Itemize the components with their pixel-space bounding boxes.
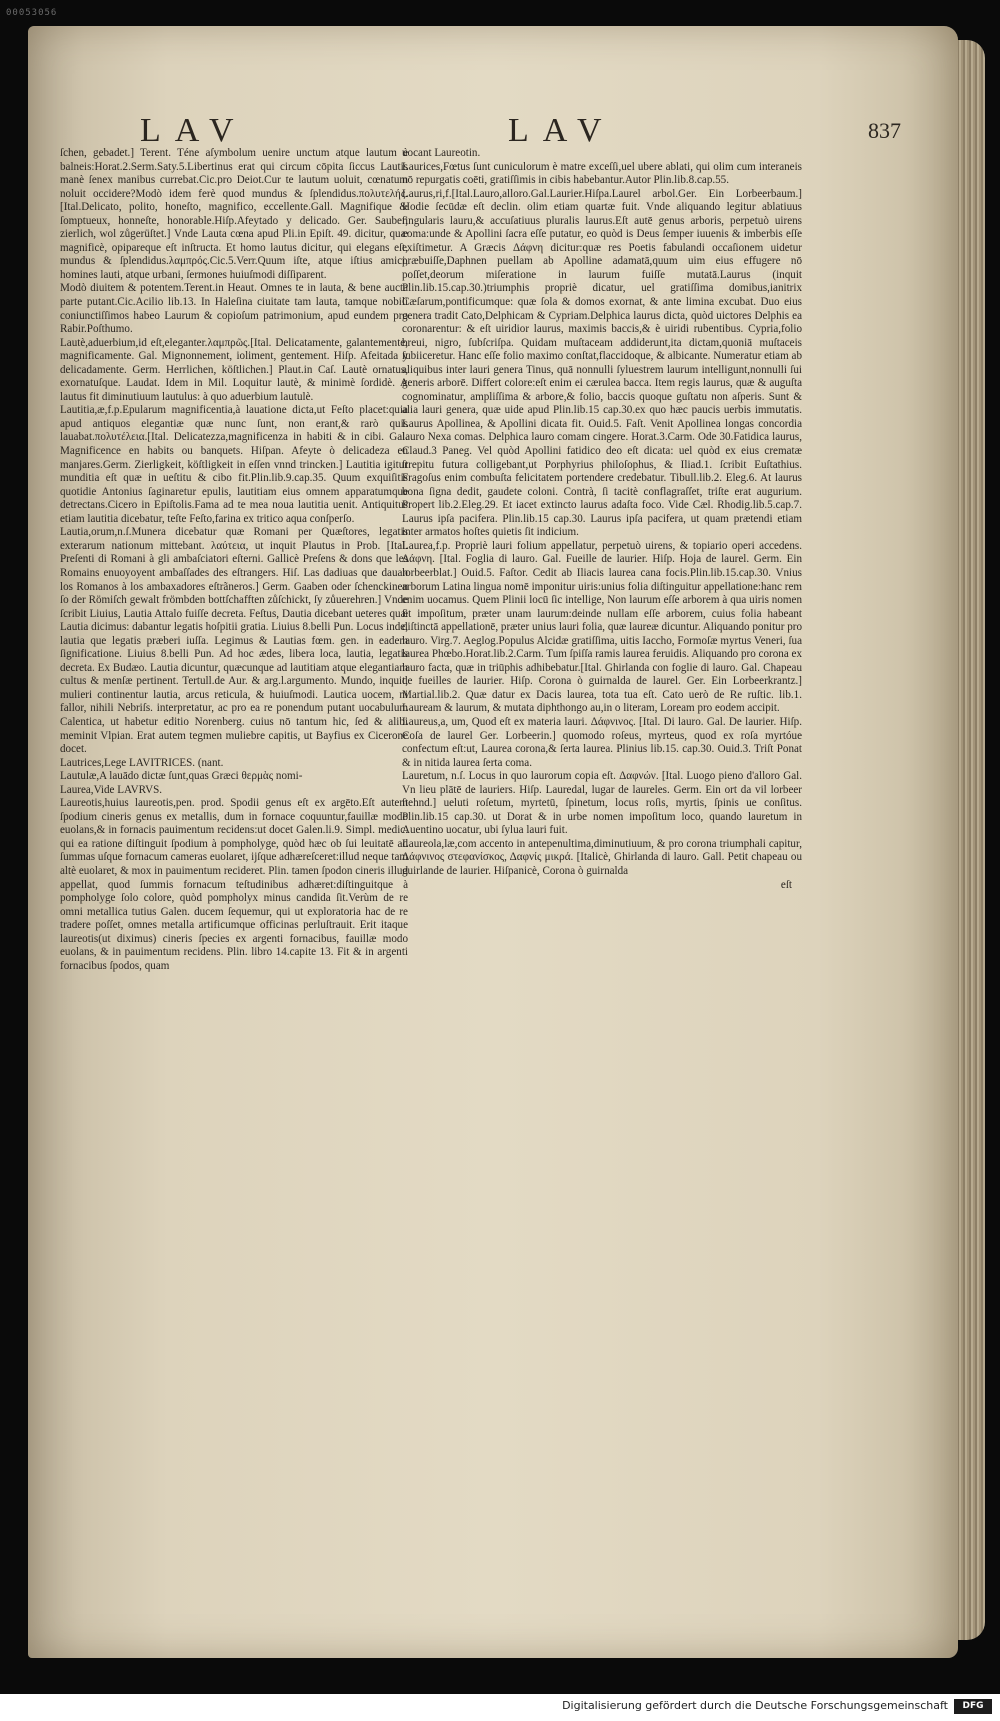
entry-paragraph: Laurea,Vide LAVRVS. — [60, 783, 163, 796]
entry-paragraph: ſchen, gebadet.] Terent. Téne aſymbolum uenire unctum atque lautum è balneis:Horat.2.Serm.Saty.5.Libertinus erat qui circum cōpita ſiccus Lautis manè ſenex manibus currebat.Cic.pro Deiot.Cur te lautum uoluit, cœnatum noluit occidere?Modò idem ferè quod mundus & ſplendidus.πολυτελής.[Ital.Delicato, polito, honeſto, magnifico, eccellente.Gall. Magnifique & ſomptueux, honneſte, honorable.Hiſp.Afeytado y delicado. Ger. Sauber, zierlich, wol zůgerüſtet.] Vnde Lauta cœna apud Pli.in Epiſt. 49. dicitur, quæ magnificè, opipareque eſt inſtructa. Et homo lautus dicitur, qui elegans eſt, mundus & ſplendidus.λαμπρός.Cic.5.Verr.Quum iſte, atque iſtius amici, homines lauti, atque urbani, ſermones huiuſmodi diſſiparent. — [60, 147, 408, 281]
scan-id-stamp: 00053056 — [6, 8, 58, 18]
digitization-footer — [0, 1694, 1000, 1721]
entry-paragraph: Lautrices,Lege LAVITRICES. (nant. — [60, 756, 224, 769]
entry-paragraph: Modò diuitem & potentem.Terent.in Heaut. Omnes te in lauta, & bene aucta parte putant.Cic.Acilio lib.13. In Haleſina ciuitate tam lauta, tamque nobili coniunctiſſimos habeo Laurum & copioſum patrimonium, apud eundem pro Rabir.Poſthumo. — [60, 282, 408, 336]
entry-paragraph: Laureotis,huius laureotis,pen. prod. Spodii genus eſt ex argēto.Eſt autem ſpodium cineris genus ex metallis, dum in fornace coquuntur,fauillæ modo euolans,& in fornacis pauimentum recidens:ut docet Galen.li.9. Simpl. medic. qui ea ratione diſtinguit ſpodium à pompholyge, quòd hæc ob ſui leuitatē ad ſummas uſque fornacum cameras euolaret, ijſque adhæreſceret:illud neque tam altè euolaret, & mox in pauimentum recideret. Plin. tamen ſpodon cineris illud appellat, quod ſummis fornacum teſtudinibus adhæret:diſtinguitque à pompholyge ſolo colore, quòd pompholyx minus candida ſit.Verùm de re omni metallica tutius Galen. ducem ſequemur, qui ut exploratoria hac de re tradere poſſet, omnes metalla artificumque officinas perluſtrauit. Erit itaque laureotis(ut diximus) cineris ſpecies ex argenti fornacibus, fauillæ modo euolans, & in pauimentum recidens. Plin. libro 14.capite 13. Fit & in argenti fornacibus ſpodos, quam — [60, 797, 408, 972]
left-column — [60, 147, 408, 973]
entry-paragraph: Lautè,aduerbium,id eſt,eleganter.λαμπρῶς.[Ital. Delicatamente, galantemente, magnificamente. Gal. Mignonnement, ioliment, gentement. Hiſp. Afeitada y delicadamente. Germ. Herrlichen, köſtlichen.] Plaut.in Caſ. Lautè ornatus, exornatuſque. Laudat. Idem in Mil. Loquitur lautè, & minimè ſordidè. A lautus fit diminutiuum lautulus: à quo aduerbium lautulè. — [60, 336, 408, 403]
catchword: eſt — [780, 878, 792, 891]
entry-paragraph: Laurus,ri,f.[Ital.Lauro,alloro.Gal.Laurier.Hiſpa.Laurel arbol.Ger. Ein Lorbeerbaum.] Hodie ſecūdæ eſt declin. olim etiam quartæ fuit. Vnde aliquando legitur ablatiuus ſingularis lauru,& accuſatiuus pluralis laurus.Eſt autē genus arboris, perpetuò uirens coma:unde & Apollini ſacra eſſe putatur, eo quòd is Deus ſemper iuuenis & imberbis eſſe exiſtimetur. A Græcis Δάφνη dicitur:quæ res Poetis fabulandi occaſionem uidetur præbuiſſe,Daphnen puellam ab Apolline adamatā,quum uim eius effugere nō poſſet,deorum miſeratione in laurum fuiſſe mutatā.Laurus (inquit Plin.lib.15.cap.30.)triumphis propriè dicatur, uel gratiſſima domibus,ianitrix Cæſarum,pontificumque: quæ ſola & domos exornat, & ante limina excubat. Duo eius genera tradit Cato,Delphicam & Cypriam.Delphica laurus dicta, quòd uictores Delphis ea coronarentur: & eſt uiridior laurus, maximis baccis,& è uiridi rubentibus. Cypria,folio breui, nigro, ſubſcriſpa. Quidam muſtaceam addiderunt,ita dictam,quoniā muſtaceis ſubiiceretur. Hanc eſſe folio maximo conſtat,flaccidoque, & albicante. Numeratur etiam ab aliquibus inter lauri genera Tinus, quā nonnulli ſyluestrem laurum intelligunt,nonnulli ſui generis arborē. Differt colore:eſt enim ei cærulea bacca. Item regis laurus, quæ & auguſta cognominatur, ampliſſima & arbore,& folio, baccis quoque guſtatu non aſperis. Sunt & alia lauri genera, quæ uide apud Plin.lib.15 cap.30.ex quo hæc paucis uerbis immutatis. Laurus Apollinea, & Apollini dicata fit. Ouid.5. Faſt. Venit Apollinea longas concordia lauro Nexa comas. Delphica lauro comam cingere. Horat.3.Carm. Ode 30.Fatidica laurus, Claud.3 Paneg. Vel quòd Apollini fatidico deo eſt dicata: uel quòd ex eius crematæ ſtrepitu futura colligebant,ut Porphyrius philoſophus, & Iliad.1. ſcribit Euſtathius. Fragoſus enim combuſta felicitatem portendere credebatur. Tibull.lib.2. Eleg.6. At laurus bona ſigna dedit, gaudete coloni. Contrà, ſi tacitè conflagraſſet, triſte erat augurium. Propert lib.2.Eleg.29. Et iacet extincto laurus adaſta foco. Vide Cæl. Rhodig.lib.5.cap.7. Laurus ipſa pacifera. Plin.lib.15 cap.30. Laurus ipſa pacifera, ut quam prætendi etiam inter armatos hoſtes quietis ſit indicium. — [402, 187, 802, 539]
entry-paragraph: Laureola,læ,com accento in antepenultima,diminutiuum, & pro corona triumphali capitur, Δάφνινος στεφανίσκος, Δαφνίς μικρά. [Italicè, Ghirlanda di lauro. Gall. Petit chapeau ou guirlande de laurier. Hiſpanicè, Corona ò guirnalda — [402, 837, 802, 877]
running-head-left: LAV — [140, 112, 248, 149]
running-head-right: LAV — [508, 112, 616, 149]
entry-paragraph: uocant Laureotin. — [402, 147, 481, 159]
entry-paragraph: Laurices,Fœtus ſunt cuniculorum è matre exceſſi,uel ubere ablati, qui olim cum interaneis nō repurgatis coēti, gratiſſimis in cibis habebantur.Autor Plin.lib.8.cap.55. — [402, 160, 802, 187]
dfg-logo: DFG — [954, 1699, 992, 1714]
right-column — [402, 147, 802, 892]
page-number: 837 — [868, 118, 901, 143]
entry-paragraph: Laureus,a, um, Quod eſt ex materia lauri. Δάφνινος. [Ital. Di lauro. Gal. De laurier. Hiſp. Coſa de laurel Ger. Lorbeerin.] quomodo roſeus, myrteus, quod ex roſa myrtóue confectum eſt:ut, Laurea corona,& ſerta laurea. Plinius lib.15. cap.30. Ouid.3. Triſt Ponat & in nitida laurea ſerta coma. — [402, 715, 802, 769]
funding-credit: Digitalisierung gefördert durch die Deutsche Forschungsgemeinschaft — [562, 1699, 948, 1712]
entry-paragraph: Laurea,f.p. Propriè lauri folium appellatur, perpetuò uirens, & topiario operi accedens. Δάφνη. [Ital. Foglia di lauro. Gal. Fueille de laurier. Hiſp. Hoja de laurel. Germ. Ein lorbeerblat.] Ouid.5. Faſtor. Cedit ab Iliacis laurea cana focis.Plin.lib.15.cap.30. Vnius arborum Latina lingua nomē imponitur uiris:unius folia diſtinguitur appellatione:hanc rem enim uocamus. Quem Plinii locū ſic intellige, Non laurum eſſe arborem à qua uiris nomen ſit impoſitum, præter unam laurum:deinde nullam eſſe arborem, cuius folia habeant diſtinctā appellationē, præter unius lauri folia, quæ laureæ dicuntur. Aliquando ponitur pro lauro. Virg.7. Aeglog.Populus Alcidæ gratiſſima, uitis Iaccho, Formoſæ myrtus Veneri, ſua laurea Phœbo.Horat.lib.2.Carm. Tum ſpiſſa ramis laurea feruidis. Aliquando pro corona ex lauro facta, quæ in triūphis adhibebatur.[Ital. Ghirlanda con foglie di lauro. Gal. Chapeau de fueilles de laurier. Hiſp. Corona ò guirnalda de laurel. Ger. Ein Lorbeerkrantz.] Martial.lib.2. Quæ datur ex Dacis laurea, tota tua eſt. Cato uerò de Re ruſtic. lib.1. Lauream & laurum, & mutata diphthongo au,in o literam, Loream pro eodem accipit. — [402, 539, 802, 715]
entry-paragraph: Lautia,orum,n.ſ.Munera dicebatur quæ Romani per Quæſtores, legatis exterarum nationum mittebant. λαύτεια, ut inquit Plautus in Prob. [Ital. Preſenti di Romani à gli ambaſciatori eſterni. Gallicè Preſens & dons que les Romains enuoyoyent ambaſſades des eſtrangers. Hiſ. Las dadiuas que dauan los Romanos à los ambaxadores eſtrãneros.] Germ. Gaaben oder ſchenckinen ſo der Römiſch gewalt frömbden bottſchafften zůſchickt, ſy zůuerehren.] Vnde ſcribit Liuius, Lautia Attalo fuiſſe decreta. Feſtus, Dautia dicebant ueteres quæ Lautia dicimus: dabantur legatis hoſpitii gratia. Liuius 8.belli Pun. Locus inde, lautia que legatis præberi iuſſa. Legimus & Lautias fœm. gen. in eadem ſignificatione. Liuius 8.belli Pun. Ad hoc ædes, libera loca, lautia, legatis decreta. Ex Budæo. Lautia dicuntur, quæcunque ad lautitiam atque elegantiam cultus & menſæ pertinent. Tertull.de Aur. & arg.l.argumento. Mundo, inquit, mulieri continentur lautia, arcus reticula, & huiuſmodi. Lautica uocem, ni fallor, nihili Nebriſs. interpretatur, ac pro ea re ponendum putant uocabulum Calentica, ut habetur editio Norenberg. cuius nō tantum hic, ſed & alibi meminit Vlpian. Erat autem tegmen muliebre capitis, ut Bayfius ex Cicerone docet. — [60, 526, 408, 756]
entry-paragraph: Lautulæ,A lauādo dictæ ſunt,quas Græci θερμὰς nomi- — [60, 770, 303, 783]
entry-paragraph: Lautitia,æ,f.p.Epularum magnificentia,à lauatione dicta,ut Feſto placet:quia apud antiquos elegantiæ quæ nunc ſunt, non erant,& rarò quis lauabat.πολυτέλεια.[Ital. Delicatezza,magnificenza in habiti & in cibi. Gal. Magnificence en habits ou banquets. Hiſpan. Afeyte ò delicadeza en manjares.Germ. Zierligkeit, köſtligkeit in eſſen vnnd trincken.] Lautitia igitur munditia eſt quæ in ueſtitu & cibo fit.Plin.lib.9.cap.35. Quum exquiſitis quotidie Antonius ſaginaretur epulis, lautitiam eius omnem apparatumque detrectans.Cicero in Epiſtolis.Fama ad te mea noua lautitia uenit. Antiquitus etiam lautitia dicebatur, teſte Feſto,farina ex tritico aqua conſperſo. — [60, 404, 408, 525]
entry-paragraph: Lauretum, n.ſ. Locus in quo laurorum copia eſt. Δαφνών. [Ital. Luogo pieno d'alloro Gal. Vn lieu plātē de lauriers. Hiſp. Lauredal, lugar de laureles. Germ. Ein ort da vil lorbeer ſtehnd.] ueluti roſetum, myrtetū, ſpinetum, locus roſis, myrtis, ſpinis ue conſitus. Plin.lib.15 cap.30. ut Dorat & in urbe nomen impoſitum loco, quando lauretum in Auentino uocatur, ubi ſylua lauri fuit. — [402, 770, 802, 837]
